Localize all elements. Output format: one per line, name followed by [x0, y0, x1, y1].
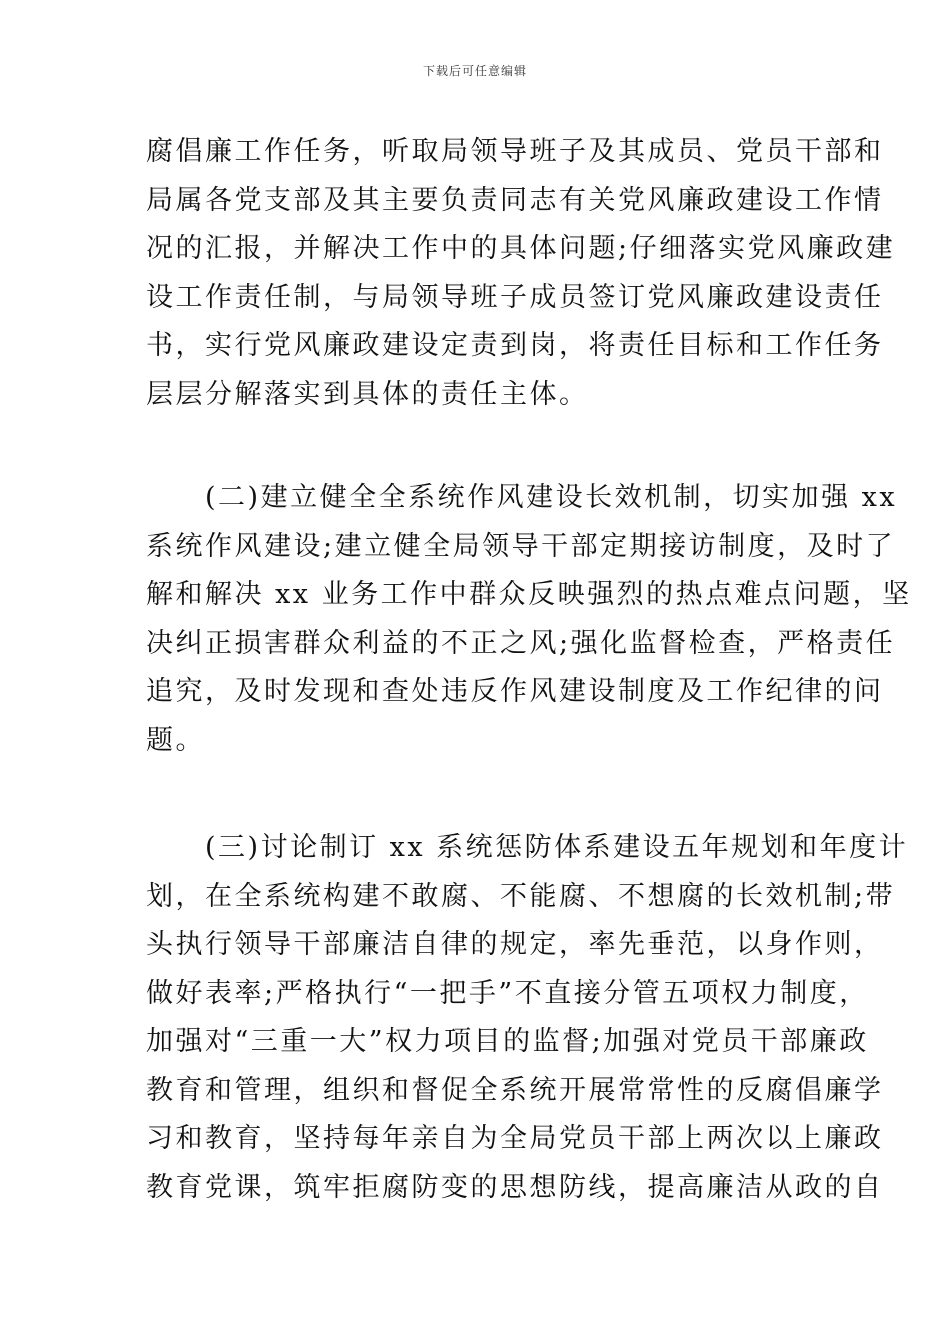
- text-line: 解和解决 xx 业务工作中群众反映强烈的热点难点问题，坚: [146, 579, 912, 610]
- paragraph-2: [146, 474, 912, 765]
- text-line: 题。: [146, 724, 205, 756]
- text-line: 教育和管理，组织和督促全系统开展常常性的反腐倡廉学: [146, 1074, 884, 1106]
- text-line: 腐倡廉工作任务，听取局领导班子及其成员、党员干部和: [146, 136, 884, 167]
- text-line: 习和教育，坚持每年亲自为全局党员干部上两次以上廉政: [146, 1123, 884, 1154]
- text-line: (三)讨论制订 xx 系统惩防体系建设五年规划和年度计: [146, 832, 909, 863]
- paragraph-1: [146, 128, 896, 419]
- text-line: 加强对“三重一大”权力项目的监督;加强对党员干部廉政: [146, 1026, 869, 1057]
- text-line: 决纠正损害群众利益的不正之风;强化监督检查，严格责任: [146, 627, 896, 659]
- page-header: 下载后可任意编辑: [422, 64, 527, 78]
- text-line: 局属各党支部及其主要负责同志有关党风廉政建设工作情: [146, 184, 884, 216]
- text-line: 设工作责任制，与局领导班子成员签订党风廉政建设责任: [146, 281, 884, 313]
- text-line: 头执行领导干部廉洁自律的规定，率先垂范，以身作则，: [146, 929, 884, 960]
- text-line: 做好表率;严格执行“一把手”不直接分管五项权力制度，: [146, 977, 869, 1009]
- text-line: 层层分解落实到具体的责任主体。: [146, 378, 589, 410]
- text-line: 况的汇报，并解决工作中的具体问题;仔细落实党风廉政建: [146, 233, 896, 264]
- paragraph-3: [146, 824, 909, 1212]
- text-line: 划，在全系统构建不敢腐、不能腐、不想腐的长效机制;带: [146, 880, 896, 912]
- text-line: 系统作风建设;建立健全局领导干部定期接访制度，及时了: [146, 530, 896, 562]
- text-line: (二)建立健全全系统作风建设长效机制，切实加强 xx: [146, 482, 898, 513]
- text-line: 追究，及时发现和查处违反作风建设制度及工作纪律的问: [146, 676, 884, 707]
- text-line: 教育党课，筑牢拒腐防变的思想防线，提高廉洁从政的自: [146, 1171, 884, 1203]
- text-line: 书，实行党风廉政建设定责到岗，将责任目标和工作任务: [146, 330, 884, 361]
